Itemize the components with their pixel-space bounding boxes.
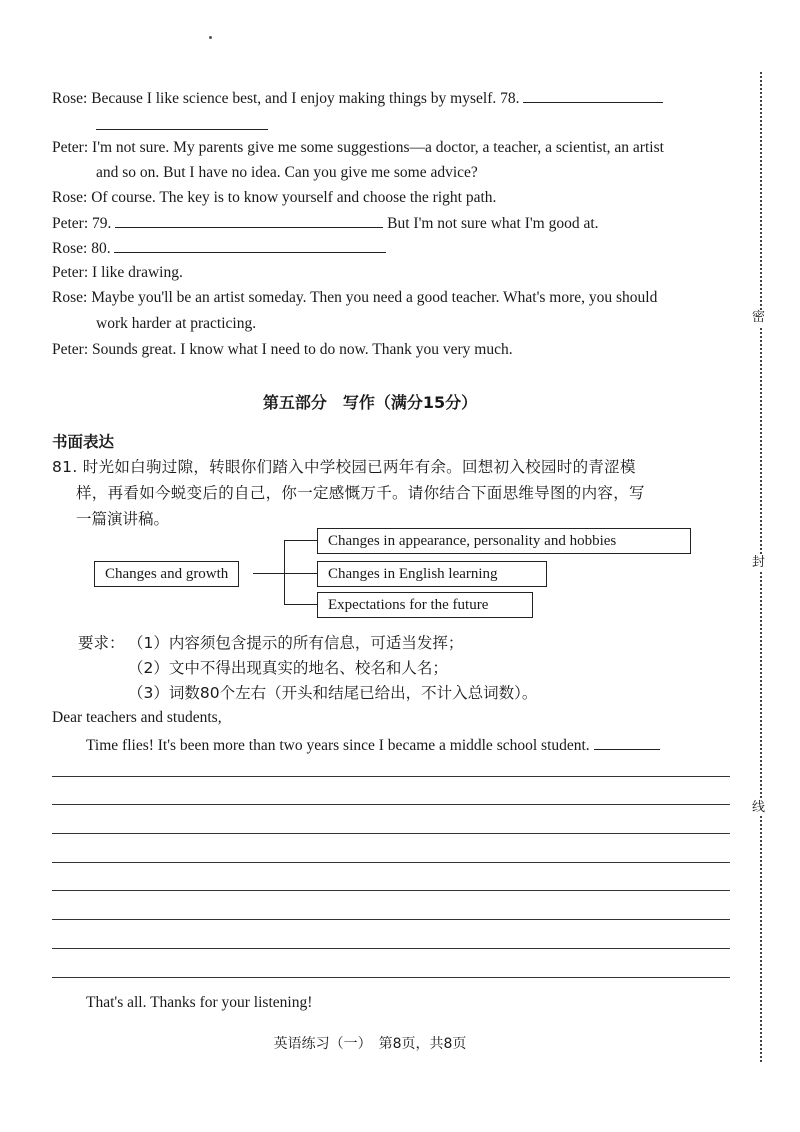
dialogue-line-peter-4: Peter: Sounds great. I know what I need to do now. Thank you very much. [52,341,513,358]
question-81-line-3: 一篇演讲稿。 [76,510,170,528]
section-title: 第五部分 写作（满分15分） [262,393,478,412]
mindmap-connector-root [253,573,285,574]
writing-line-3[interactable] [52,833,730,834]
requirement-1: （1）内容须包含提示的所有信息，可适当发挥； [128,634,464,652]
page-footer: 英语练习（一） 第8页，共8页 [273,1036,467,1052]
dialogue-line-rose-4-cont: work harder at practicing. [96,315,257,332]
requirement-2: （2）文中不得出现真实的地名、校名和人名； [128,659,448,677]
answer-blank-80[interactable] [114,238,386,253]
mindmap-connector-1 [284,540,317,541]
dialogue-line-peter-1-cont: and so on. But I have no idea. Can you give me some advice? [96,164,478,181]
seal-char-feng: 封 [752,555,766,570]
answer-blank-78-cont[interactable] [96,115,268,130]
writing-subtitle: 书面表达 [52,433,115,451]
question-81-line-1: 81. 时光如白驹过隙，转眼你们踏入中学校园已两年有余。回想初入校园时的青涩模 [52,458,636,476]
seal-char-mi: 密 [752,310,766,325]
answer-blank-79[interactable] [115,213,383,228]
mindmap-connector-3 [284,604,317,605]
writing-line-1[interactable] [52,776,730,777]
essay-closing: That's all. Thanks for your listening! [86,994,313,1011]
essay-first-line-blank[interactable] [594,735,660,750]
mindmap-root-node: Changes and growth [94,561,239,587]
dialogue-line-peter-3: Peter: I like drawing. [52,264,183,281]
mindmap-branch-english: Changes in English learning [317,561,547,587]
writing-line-6[interactable] [52,919,730,920]
scan-mark [209,36,212,39]
writing-line-5[interactable] [52,890,730,891]
seal-char-xian: 线 [752,800,766,815]
essay-opening: Time flies! It's been more than two years since I became a middle school student. [86,735,660,756]
dialogue-line-rose-2: Rose: Of course. The key is to know yourself and choose the right path. [52,189,497,206]
mindmap-branch-future: Expectations for the future [317,592,533,618]
writing-line-7[interactable] [52,948,730,949]
dialogue-line-rose-4: Rose: Maybe you'll be an artist someday. Then you need a good teacher. What's more, you should [52,289,658,306]
dialogue-line-78: Rose: Because I like science best, and I enjoy making things by myself. 78. [52,88,663,109]
dialogue-line-79: Peter: 79. But I'm not sure what I'm good at. [52,215,599,232]
requirement-3: （3）词数80个左右（开头和结尾已给出，不计入总词数）。 [128,684,538,702]
answer-blank-78[interactable] [523,88,663,103]
dialogue-line-peter-1: Peter: I'm not sure. My parents give me some suggestions—a doctor, a teacher, a scientist, an artist [52,139,664,156]
dialogue-line-80: Rose: 80. [52,238,386,259]
mindmap-connector-2 [284,573,317,574]
writing-line-4[interactable] [52,862,730,863]
requirements-label: 要求： [78,634,125,652]
writing-line-2[interactable] [52,804,730,805]
question-81-line-2: 样，再看如今蜕变后的自己，你一定感慨万千。请你结合下面思维导图的内容，写 [76,484,645,502]
mindmap-branch-appearance: Changes in appearance, personality and hobbies [317,528,691,554]
writing-line-8[interactable] [52,977,730,978]
essay-greeting: Dear teachers and students, [52,709,222,726]
